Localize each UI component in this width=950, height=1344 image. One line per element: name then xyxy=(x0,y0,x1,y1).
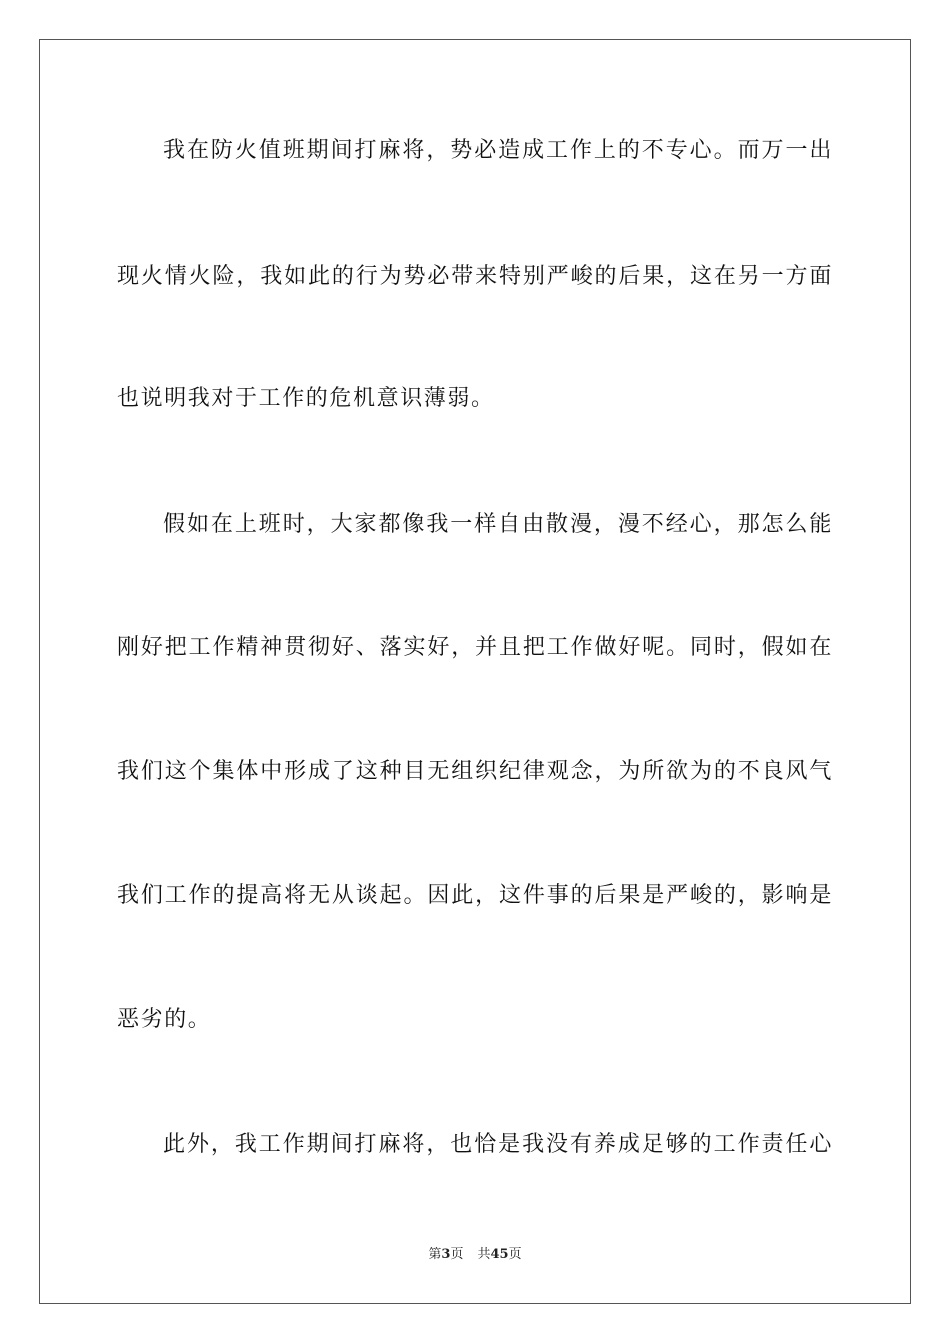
page-prefix: 第 xyxy=(428,1247,442,1262)
total-prefix: 共 xyxy=(477,1247,491,1262)
page-border xyxy=(39,39,911,1304)
page-footer xyxy=(0,1246,950,1264)
page-number: 3 xyxy=(441,1247,451,1262)
total-pages: 45 xyxy=(490,1247,509,1262)
paragraph-line: 假如在上班时，大家都像我一样自由散漫，漫不经心，那怎么能 xyxy=(163,512,833,537)
paragraph-line: 恶劣的。 xyxy=(117,1007,212,1032)
total-suffix: 页 xyxy=(508,1247,522,1262)
page-suffix: 页 xyxy=(450,1247,464,1262)
paragraph-line: 我们工作的提高将无从谈起。因此，这件事的后果是严峻的，影响是 xyxy=(117,883,833,908)
paragraph-line: 现火情火险，我如此的行为势必带来特别严峻的后果，这在另一方面 xyxy=(117,264,833,289)
paragraph-line: 此外，我工作期间打麻将，也恰是我没有养成足够的工作责任心 xyxy=(163,1132,833,1157)
paragraph-line: 我们这个集体中形成了这种目无组织纪律观念，为所欲为的不良风气 xyxy=(117,759,833,784)
paragraph-line: 也说明我对于工作的危机意识薄弱。 xyxy=(117,386,495,411)
paragraph-line: 刚好把工作精神贯彻好、落实好，并且把工作做好呢。同时，假如在 xyxy=(117,635,833,660)
paragraph-line: 我在防火值班期间打麻将，势必造成工作上的不专心。而万一出 xyxy=(163,138,833,163)
